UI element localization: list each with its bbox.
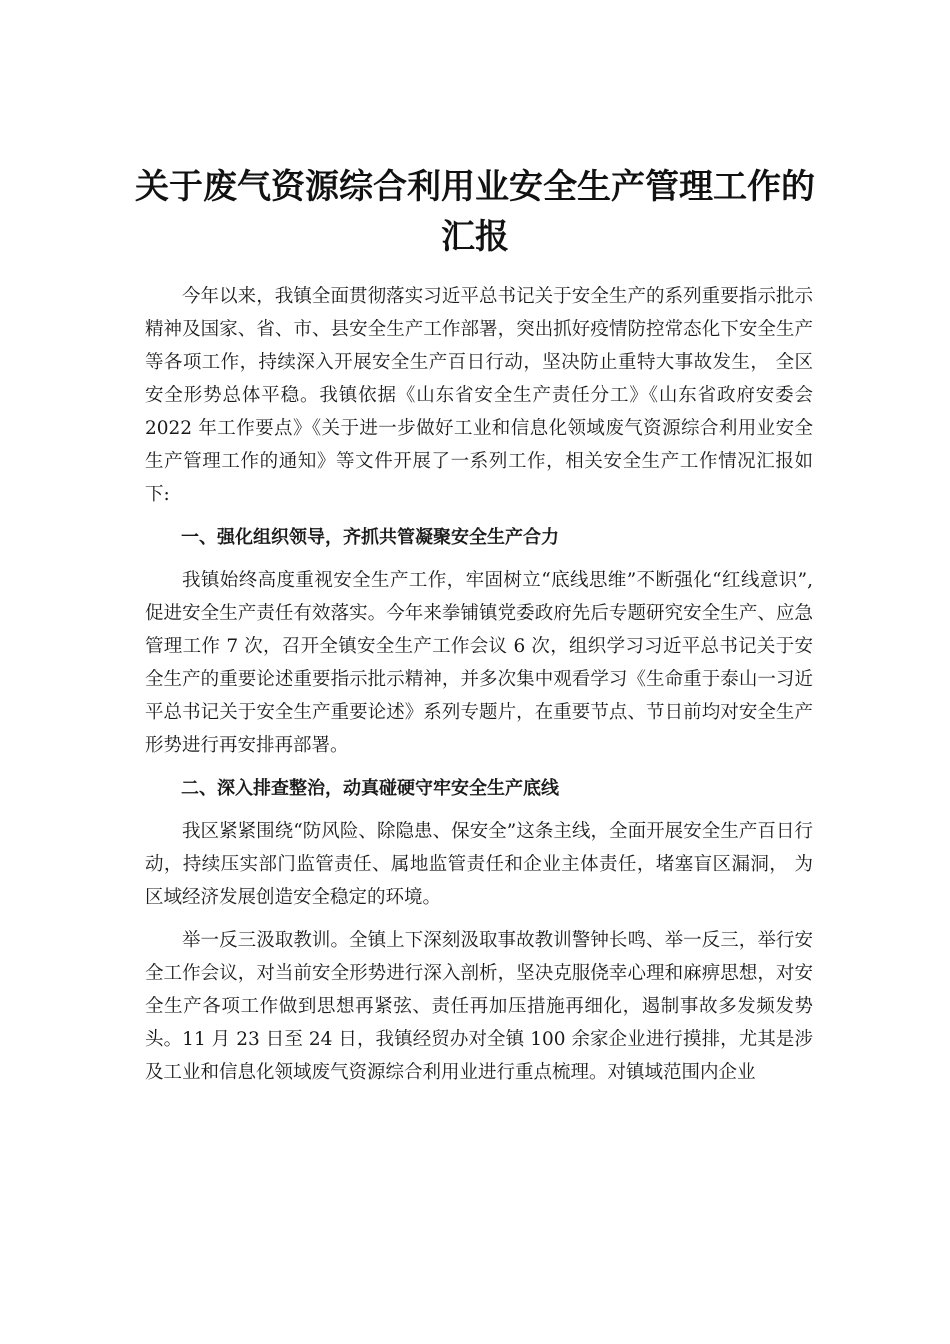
paragraph-lessons: 举一反三汲取教训。全镇上下深刻汲取事故教训警钟长鸣、举一反三，举行安全工作会议，对当前安全形势进行深入剖析，坚决克服侥幸心理和麻痹思想，对安全生产各项工作做到思想再紧弦、责任再加压措施再细化，遏制事故多发频发势头。11 月 23 日至 24 日，我镇经贸办对全镇 100 余家企业进行摸排，尤其是涉及工业和信息化领域废气资源综合利用业进行重点梳理。对镇域范围内企业 xyxy=(145,930,813,1083)
paragraph-section-1: 我镇始终高度重视安全生产工作，牢固树立“底线思维”不断强化“红线意识”,促进安全生产责任有效落实。今年来拳铺镇党委政府先后专题研究安全生产、应急管理工作 7 次，召开全镇安全生产工作会议 6 次，组织学习习近平总书记关于安全生产的重要论述重要指示批示精神，并多次集中观看学习《生命重于泰山一习近平总书记关于安全生产重要论述》系列专题片，在重要节点、节日前均对安全生产形势进行再安排再部署。 xyxy=(145,570,813,756)
paragraph-intro: 今年以来，我镇全面贯彻落实习近平总书记关于安全生产的系列重要指示批示精神及国家、省、市、县安全生产工作部署，突出抓好疫情防控常态化下安全生产等各项工作，持续深入开展安全生产百日行动，坚决防止重特大事故发生， 全区安全形势总体平稳。我镇依据《山东省安全生产责任分工》《山东省政府安委会2022 年工作要点》《关于进一步做好工业和信息化领域废气资源综合利用业安全生产管理工作的通知》等文件开展了一系列工作，相关安全生产工作情况汇报如下: xyxy=(145,286,813,505)
document-title: 关于废气资源综合利用业安全生产管理工作的汇报 xyxy=(135,167,815,257)
document-body xyxy=(145,280,813,1099)
paragraph-section-2: 我区紧紧围绕“防风险、除隐患、保安全”这条主线，全面开展安全生产百日行动，持续压实部门监管责任、属地监管责任和企业主体责任，堵塞盲区漏洞， 为区域经济发展创造安全稳定的环境。 xyxy=(145,821,813,908)
section-heading-1: 一、强化组织领导，齐抓共管凝聚安全生产合力 xyxy=(181,527,559,548)
section-heading-2: 二、深入排查整治，动真碰硬守牢安全生产底线 xyxy=(181,778,559,799)
